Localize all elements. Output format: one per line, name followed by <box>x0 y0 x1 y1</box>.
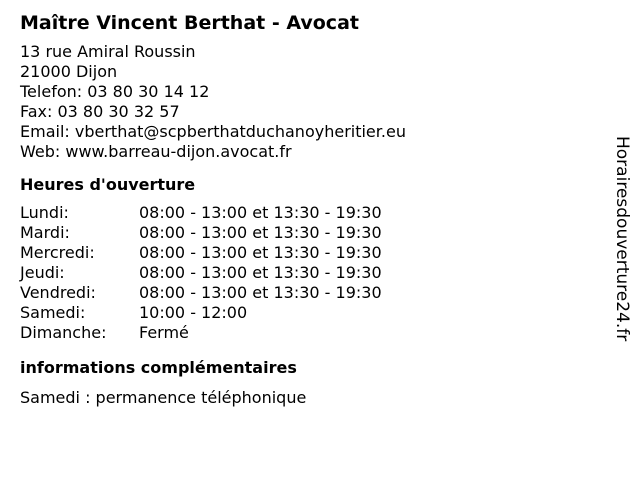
hours-row <box>20 203 600 223</box>
fax-number: Fax: 03 80 30 32 57 <box>20 102 180 121</box>
hours-day: Vendredi: <box>20 283 96 302</box>
info-heading: informations complémentaires <box>20 358 297 377</box>
hours-row <box>20 323 600 343</box>
hours-time: 08:00 - 13:00 et 13:30 - 19:30 <box>139 283 382 302</box>
hours-day: Samedi: <box>20 303 86 322</box>
hours-time: 08:00 - 13:00 et 13:30 - 19:30 <box>139 223 382 242</box>
hours-row <box>20 263 600 283</box>
hours-row <box>20 283 600 303</box>
hours-time: 10:00 - 12:00 <box>139 303 248 322</box>
hours-day: Mardi: <box>20 223 70 242</box>
hours-time: 08:00 - 13:00 et 13:30 - 19:30 <box>139 203 382 222</box>
hours-table <box>20 203 600 343</box>
hours-time: 08:00 - 13:00 et 13:30 - 19:30 <box>139 263 382 282</box>
phone-number: Telefon: 03 80 30 14 12 <box>20 82 210 101</box>
hours-time: Fermé <box>139 323 189 342</box>
hours-day: Jeudi: <box>20 263 65 282</box>
info-text: Samedi : permanence téléphonique <box>20 388 307 407</box>
hours-row <box>20 223 600 243</box>
website-link: Web: www.barreau-dijon.avocat.fr <box>20 142 292 161</box>
address-city: 21000 Dijon <box>20 62 118 81</box>
email-address: Email: vberthat@scpberthatduchanoyheritier.eu <box>20 122 406 141</box>
hours-day: Lundi: <box>20 203 69 222</box>
hours-day: Dimanche: <box>20 323 107 342</box>
business-card <box>20 10 600 408</box>
business-name: Maître Vincent Berthat - Avocat <box>20 12 359 34</box>
watermark-text: Horairesdouverture24.fr <box>612 136 632 342</box>
hours-heading: Heures d'ouverture <box>20 175 196 194</box>
hours-row <box>20 243 600 263</box>
hours-time: 08:00 - 13:00 et 13:30 - 19:30 <box>139 243 382 262</box>
hours-day: Mercredi: <box>20 243 95 262</box>
address-street: 13 rue Amiral Roussin <box>20 42 196 61</box>
hours-row <box>20 303 600 323</box>
